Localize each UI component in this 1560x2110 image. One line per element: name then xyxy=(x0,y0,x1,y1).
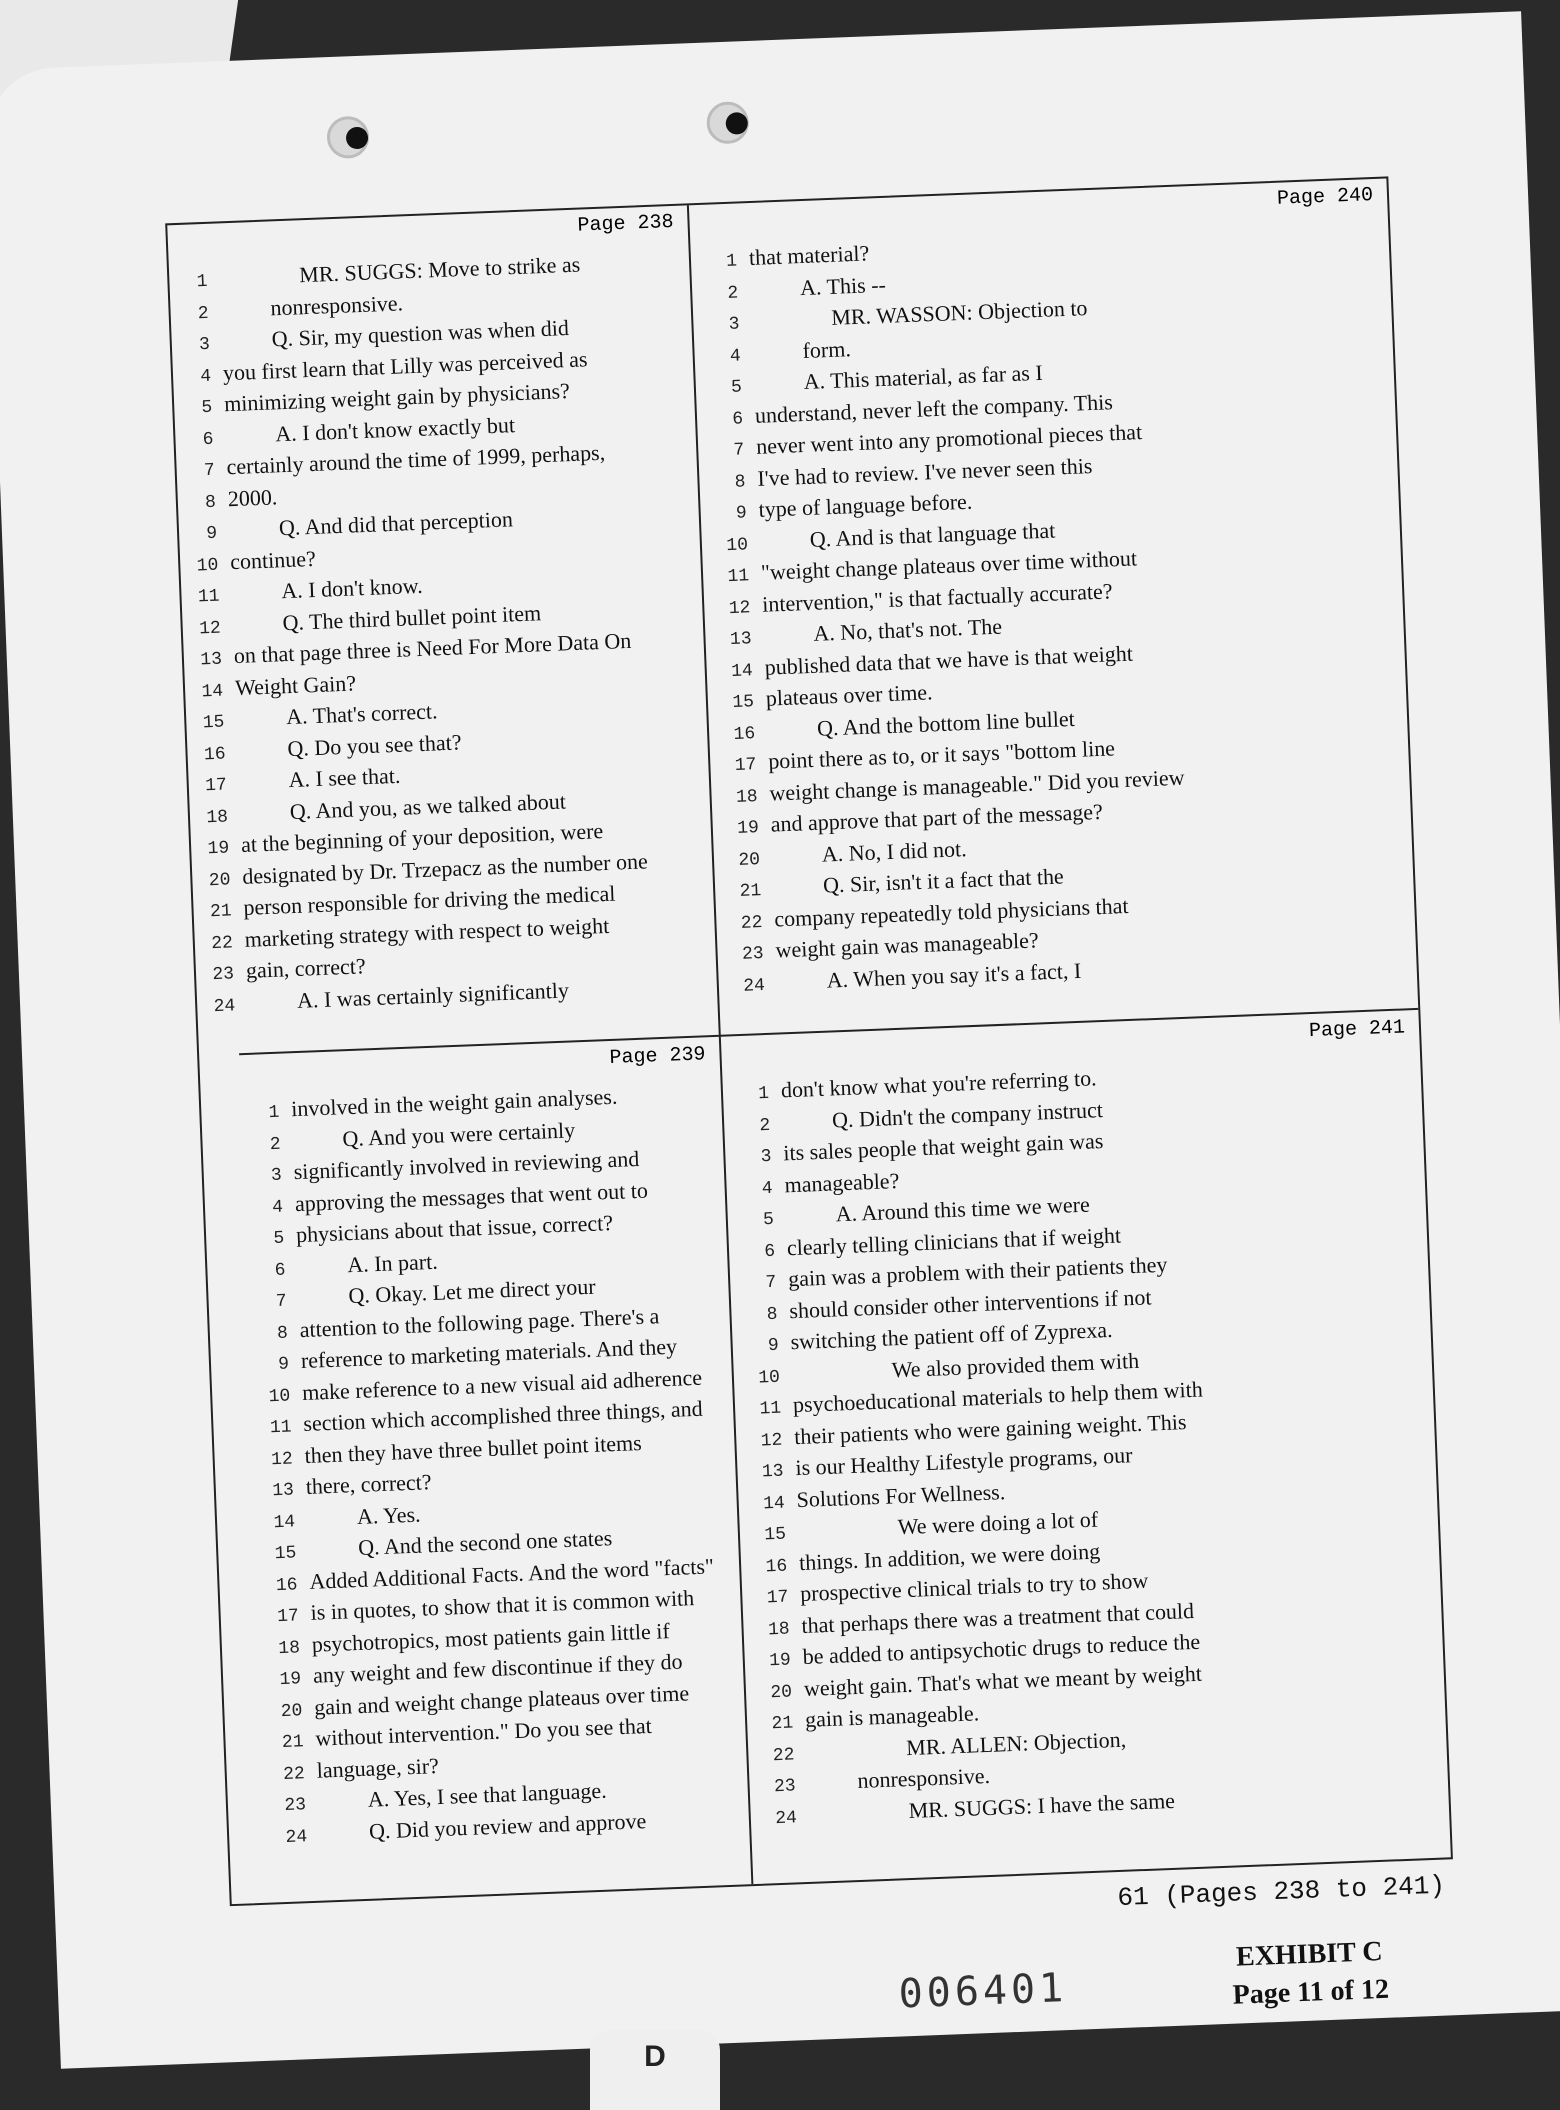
line-text: Q. Did you review and approve xyxy=(368,1807,647,1844)
line-text: involved in the weight gain analyses. xyxy=(290,1083,618,1122)
line-number: 14 xyxy=(201,681,224,702)
line-text: there, correct? xyxy=(305,1469,432,1499)
line-number: 24 xyxy=(774,1807,798,1829)
line-text: gain is manageable. xyxy=(804,1700,980,1732)
line-number: 20 xyxy=(770,1681,793,1703)
line-number: 14 xyxy=(762,1493,786,1514)
line-text: Solutions For Wellness. xyxy=(796,1478,1006,1512)
line-text: Q. And did that perception xyxy=(278,506,514,541)
line-text: plateaus over time. xyxy=(765,679,933,711)
line-text: gain was a problem with their patients they xyxy=(787,1251,1168,1292)
line-text: form. xyxy=(802,335,852,363)
line-text: manageable? xyxy=(784,1167,900,1197)
line-number: 10 xyxy=(196,555,219,576)
line-text: gain and weight change plateaus over time xyxy=(313,1679,690,1720)
line-text: prospective clinical trials to try to show xyxy=(799,1567,1149,1607)
line-text: We also provided them with xyxy=(891,1347,1140,1382)
transcript-page-239 xyxy=(239,1043,749,1854)
line-number: 13 xyxy=(729,629,752,651)
line-number: 4 xyxy=(729,345,742,367)
line-number: 13 xyxy=(271,1480,295,1502)
line-text: A. This material, as far as I xyxy=(803,359,1044,395)
line-number: 4 xyxy=(761,1178,774,1199)
line-text: Q. Sir, my question was when did xyxy=(271,315,570,352)
line-number: 22 xyxy=(282,1763,306,1785)
line-number: 11 xyxy=(727,566,750,588)
line-text: "weight change plateaus over time without xyxy=(760,545,1138,585)
line-number: 12 xyxy=(198,618,222,639)
line-number: 24 xyxy=(213,995,236,1017)
line-number: 16 xyxy=(733,723,756,745)
line-number: 19 xyxy=(279,1669,302,1691)
line-number: 2 xyxy=(727,282,739,304)
line-number: 19 xyxy=(768,1650,792,1672)
line-number: 16 xyxy=(765,1556,788,1577)
line-number: 15 xyxy=(732,692,755,713)
line-text: gain, correct? xyxy=(245,953,367,983)
line-text: Added Additional Facts. And the word "facts" xyxy=(308,1552,715,1594)
line-number: 12 xyxy=(270,1448,294,1470)
line-text: We were doing a lot of xyxy=(897,1506,1099,1540)
transcript-page-238 xyxy=(167,210,717,1022)
line-text: A. No, I did not. xyxy=(821,835,968,867)
line-text: their patients who were gaining weight. This xyxy=(793,1408,1187,1449)
line-number: 22 xyxy=(772,1744,795,1766)
line-text: designated by Dr. Trzepacz as the number one xyxy=(241,847,649,889)
line-text: nonresponsive. xyxy=(856,1762,991,1793)
line-number: 13 xyxy=(761,1461,784,1483)
line-text: any weight and few discontinue if they do xyxy=(312,1648,683,1688)
line-number: 5 xyxy=(730,377,743,398)
line-text: clearly telling clinicians that if weight xyxy=(786,1221,1122,1260)
page-title: Page 241 xyxy=(1308,1016,1406,1044)
transcript-page-241 xyxy=(729,1016,1449,1835)
line-text: Q. And the bottom line bullet xyxy=(816,705,1076,741)
line-text: MR. SUGGS: Move to strike as xyxy=(298,251,581,288)
line-text: certainly around the time of 1999, perhaps, xyxy=(226,439,606,480)
line-number: 1 xyxy=(196,271,208,293)
line-number: 17 xyxy=(276,1606,300,1628)
line-text: without intervention." Do you see that xyxy=(314,1712,653,1751)
line-text: psychotropics, most patients gain little if xyxy=(311,1617,671,1657)
line-number: 7 xyxy=(765,1272,777,1294)
line-number: 1 xyxy=(268,1102,280,1124)
document-page xyxy=(0,11,1560,2069)
line-number: 23 xyxy=(741,943,765,965)
line-number: 13 xyxy=(199,649,223,671)
line-text: company repeatedly told physicians that xyxy=(773,892,1129,932)
line-text: A. When you say it's a fact, I xyxy=(826,957,1082,993)
line-text: Q. And you, as we talked about xyxy=(289,787,567,824)
line-number: 3 xyxy=(760,1146,772,1168)
line-text: published data that we have is that weight xyxy=(764,640,1134,680)
transcript-page-240 xyxy=(697,184,1417,1003)
line-text: continue? xyxy=(229,545,317,574)
line-number: 18 xyxy=(206,806,229,828)
line-number: 16 xyxy=(203,744,226,765)
line-text: MR. SUGGS: I have the same xyxy=(908,1787,1176,1823)
line-number: 5 xyxy=(273,1228,285,1250)
line-number: 24 xyxy=(285,1826,308,1848)
line-number: 6 xyxy=(731,408,744,430)
line-text: person responsible for driving the medical xyxy=(243,880,616,920)
line-text: don't know what you're referring to. xyxy=(780,1065,1097,1103)
line-number: 9 xyxy=(767,1335,780,1357)
line-text: type of language before. xyxy=(758,488,973,522)
line-number: 18 xyxy=(735,786,759,808)
line-text: 2000. xyxy=(227,483,278,511)
line-number: 14 xyxy=(730,660,754,682)
line-number: 10 xyxy=(725,534,749,556)
line-text: marketing strategy with respect to weight xyxy=(244,912,610,952)
line-number: 6 xyxy=(763,1241,776,1262)
line-number: 9 xyxy=(277,1354,290,1375)
line-text: A. In part. xyxy=(346,1248,439,1277)
line-number: 23 xyxy=(284,1795,307,1817)
line-number: 11 xyxy=(269,1417,292,1439)
line-text: Q. Do you see that? xyxy=(286,728,462,761)
line-text: things. In addition, we were doing xyxy=(798,1538,1101,1575)
line-number: 12 xyxy=(728,597,751,619)
line-number: 15 xyxy=(274,1543,297,1565)
line-text: minimizing weight gain by physicians? xyxy=(223,378,571,417)
line-text: approving the messages that went out to xyxy=(294,1177,649,1216)
line-text: A. I don't know. xyxy=(280,572,424,604)
line-text: switching the patient off of Zyprexa. xyxy=(790,1316,1113,1355)
line-number: 21 xyxy=(209,901,233,923)
line-number: 12 xyxy=(760,1430,783,1451)
line-text: significantly involved in reviewing and xyxy=(293,1145,640,1185)
line-number: 11 xyxy=(197,586,220,608)
line-text: physicians about that issue, correct? xyxy=(295,1209,614,1248)
line-number: 7 xyxy=(275,1291,288,1312)
line-text: I've had to review. I've never seen this xyxy=(756,452,1093,491)
line-number: 11 xyxy=(759,1398,782,1420)
line-text: A. Around this time we were xyxy=(835,1191,1091,1227)
line-text: never went into any promotional pieces that xyxy=(755,419,1143,459)
line-text: language, sir? xyxy=(316,1752,440,1783)
line-text: understand, never left the company. This xyxy=(754,388,1114,428)
line-text: then they have three bullet point items xyxy=(304,1429,643,1468)
line-number: 24 xyxy=(742,975,766,997)
line-text: A. This -- xyxy=(799,271,887,300)
line-text: psychoeducational materials to help them with xyxy=(792,1376,1204,1418)
line-number: 5 xyxy=(201,397,213,419)
line-text: Q. Sir, isn't it a fact that the xyxy=(822,863,1065,898)
line-text: A. I was certainly significantly xyxy=(296,977,570,1013)
line-number: 9 xyxy=(735,503,748,524)
page-title: Page 239 xyxy=(609,1043,706,1070)
line-number: 17 xyxy=(734,755,757,776)
punch-hole-left-icon xyxy=(326,116,370,160)
line-text: Q. And you were certainly xyxy=(341,1116,576,1151)
line-text: is in quotes, to show that it is common with xyxy=(310,1585,695,1625)
line-number: 2 xyxy=(269,1134,282,1155)
exhibit-label xyxy=(1231,1933,1390,2015)
line-number: 2 xyxy=(759,1115,771,1136)
line-number: 2 xyxy=(197,303,210,324)
line-text: weight change is manageable." Did you review xyxy=(769,764,1185,806)
page-count: 61 (Pages 238 to 241) xyxy=(1116,1870,1446,1914)
bates-number: 006401 xyxy=(897,1965,1068,2018)
line-number: 23 xyxy=(773,1776,797,1798)
page-title: Page 240 xyxy=(1276,184,1374,211)
line-text: A. I don't know exactly but xyxy=(274,411,516,446)
line-number: 17 xyxy=(766,1587,789,1609)
line-number: 1 xyxy=(757,1083,770,1105)
line-text: section which accomplished three things, and xyxy=(302,1395,704,1436)
line-text: point there as to, or it says "bottom line xyxy=(767,735,1116,774)
line-number: 17 xyxy=(204,775,228,797)
line-text: Q. And is that language that xyxy=(809,516,1056,552)
line-text: reference to marketing materials. And they xyxy=(300,1333,678,1374)
line-text: at the beginning of your deposition, were xyxy=(240,818,604,857)
line-number: 19 xyxy=(736,818,760,839)
line-text: weight gain was manageable? xyxy=(775,927,1040,963)
line-text: MR. ALLEN: Objection, xyxy=(905,1726,1127,1760)
line-text: Q. And the second one states xyxy=(357,1525,613,1560)
line-number: 23 xyxy=(212,964,235,986)
line-number: 6 xyxy=(202,429,214,450)
line-number: 10 xyxy=(757,1367,781,1388)
line-text: Q. Okay. Let me direct your xyxy=(348,1273,597,1309)
line-text: and approve that part of the message? xyxy=(770,798,1104,837)
line-number: 8 xyxy=(276,1323,289,1344)
line-text: make reference to a new visual aid adherence xyxy=(301,1364,703,1405)
transcript-sheet xyxy=(165,176,1453,1906)
line-text: Weight Gain? xyxy=(234,669,357,700)
line-text: that material? xyxy=(748,240,870,271)
line-number: 1 xyxy=(725,251,738,272)
line-text: A. No, that's not. The xyxy=(812,613,1003,646)
line-number: 22 xyxy=(210,932,234,954)
line-number: 20 xyxy=(280,1700,303,1722)
line-text: on that page three is Need For More Data On xyxy=(233,627,632,669)
line-number: 15 xyxy=(202,712,225,734)
line-number: 3 xyxy=(198,334,211,356)
line-number: 22 xyxy=(740,912,763,934)
line-number: 18 xyxy=(277,1637,301,1659)
line-number: 7 xyxy=(733,440,745,461)
line-text: A. Yes, I see that language. xyxy=(367,1777,608,1812)
line-number: 18 xyxy=(767,1618,790,1640)
line-number: 15 xyxy=(764,1524,787,1546)
line-text: weight gain. That's what we meant by weight xyxy=(803,1660,1203,1701)
line-number: 4 xyxy=(271,1197,284,1218)
line-text: be added to antipsychotic drugs to reduce the xyxy=(802,1628,1201,1669)
line-number: 8 xyxy=(766,1304,778,1325)
exhibit-page: Page 11 of 12 xyxy=(1232,1973,1390,2011)
line-number: 4 xyxy=(199,366,212,387)
line-number: 14 xyxy=(273,1511,296,1533)
line-text: its sales people that weight gain was xyxy=(782,1128,1104,1166)
line-number: 20 xyxy=(738,849,761,871)
line-number: 8 xyxy=(204,492,217,513)
line-text: should consider other interventions if not xyxy=(788,1283,1152,1323)
exhibit-title: EXHIBIT C xyxy=(1235,1935,1384,1973)
line-text: A. That's correct. xyxy=(285,698,438,730)
line-number: 3 xyxy=(728,314,740,335)
line-text: Q. The third bullet point item xyxy=(282,599,542,635)
line-number: 6 xyxy=(274,1260,286,1281)
line-number: 9 xyxy=(205,523,218,545)
line-text: MR. WASSON: Objection to xyxy=(830,295,1088,330)
line-number: 21 xyxy=(771,1713,794,1735)
line-text: A. Yes. xyxy=(356,1501,421,1529)
line-text: attention to the following page. There's a xyxy=(299,1302,660,1342)
binder-tab xyxy=(590,2030,720,2110)
line-text: intervention," is that factually accurate? xyxy=(761,577,1113,617)
binder-tab-letter: D xyxy=(644,2040,666,2073)
line-text: A. I see that. xyxy=(288,762,401,793)
line-text: nonresponsive. xyxy=(270,289,404,320)
line-text: is our Healthy Lifestyle programs, our xyxy=(794,1442,1133,1481)
line-number: 10 xyxy=(268,1385,291,1407)
line-number: 21 xyxy=(281,1732,304,1754)
line-number: 16 xyxy=(275,1574,298,1596)
line-number: 20 xyxy=(208,869,231,891)
line-text: that perhaps there was a treatment that could xyxy=(800,1597,1195,1638)
line-number: 3 xyxy=(270,1165,283,1187)
line-number: 8 xyxy=(734,471,746,493)
line-number: 7 xyxy=(203,460,216,482)
page-title: Page 238 xyxy=(577,210,674,238)
punch-hole-right-icon xyxy=(706,101,750,145)
line-number: 19 xyxy=(207,838,230,860)
line-text: Q. Didn't the company instruct xyxy=(831,1096,1104,1132)
line-number: 21 xyxy=(739,881,762,902)
line-number: 5 xyxy=(762,1209,775,1231)
line-text: you first learn that Lilly was perceived as xyxy=(222,345,588,385)
